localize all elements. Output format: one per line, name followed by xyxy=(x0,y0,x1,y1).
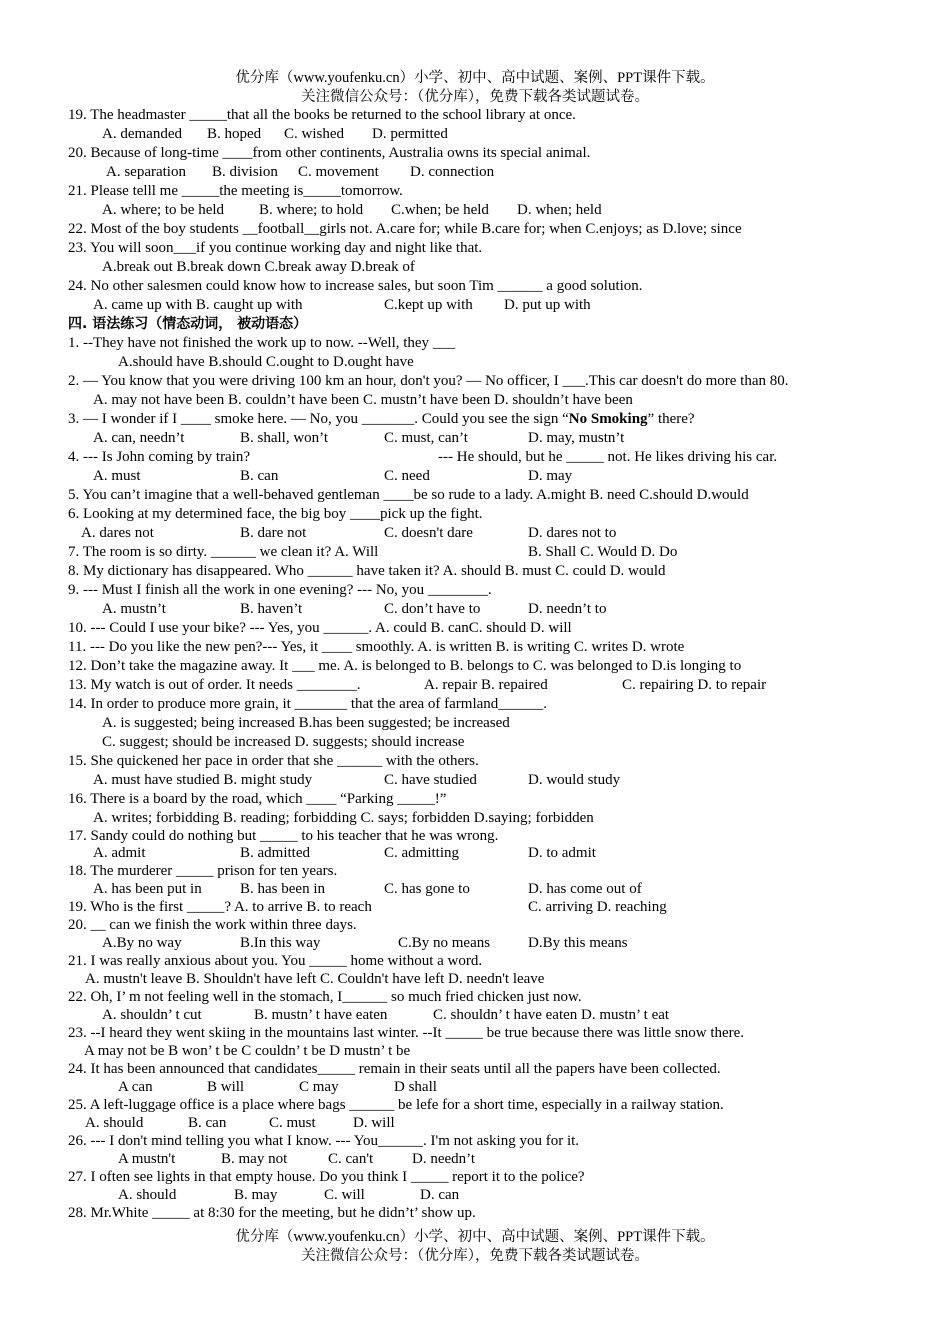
line-text: A. is suggested; being increased B.has been suggested; be increased xyxy=(102,715,510,731)
page-header xyxy=(0,69,950,107)
line-text: 5. You can’t imagine that a well-behaved gentleman ____be so rude to a lady. A.might B. need C.should D.would xyxy=(68,487,749,503)
question-line xyxy=(68,334,455,353)
line-text: 22. Oh, I’ m not feeling well in the stomach, I______ so much fried chicken just now. xyxy=(68,989,582,1005)
option-text: C. arriving D. reaching xyxy=(528,899,667,915)
question-line xyxy=(93,809,594,828)
option-text: D. permitted xyxy=(372,126,448,142)
page-footer xyxy=(0,1228,950,1266)
question-line xyxy=(68,1024,744,1043)
question-line xyxy=(68,657,741,676)
option-text: A. separation xyxy=(106,164,186,180)
line-text: 17. Sandy could do nothing but _____ to his teacher that he was wrong. xyxy=(68,828,499,844)
question-line xyxy=(68,1096,724,1115)
option-text: A. should xyxy=(118,1187,177,1203)
option-text: C.kept up with xyxy=(384,297,473,313)
line-text: ” there? xyxy=(647,411,695,427)
option-text: A mustn't xyxy=(118,1151,176,1167)
question-line xyxy=(68,1132,579,1151)
question-line xyxy=(68,277,643,296)
option-text: B. may not xyxy=(221,1151,288,1167)
question-line xyxy=(68,239,482,258)
line-text: 20. __ can we finish the work within three days. xyxy=(68,917,357,933)
option-text: B. dare not xyxy=(240,525,307,541)
line-text: 22. Most of the boy students __football__girls not. A.care for; while B.care for; when C.enjoys; as D.love; since xyxy=(68,221,742,237)
line-text: A. may not have been B. couldn’t have been C. mustn’t have been D. shouldn’t have been xyxy=(93,392,633,408)
question-line xyxy=(68,1204,476,1223)
line-text: No Smoking xyxy=(568,411,648,427)
option-text: A. dares not xyxy=(81,525,154,541)
question-line xyxy=(68,1060,721,1079)
line-text: 20. Because of long-time ____from other continents, Australia owns its special animal. xyxy=(68,145,591,161)
line-text: 2. — You know that you were driving 100 km an hour, don't you? — No officer, I ___.This car doesn't do more than 80. xyxy=(68,373,789,389)
question-line xyxy=(84,1042,410,1061)
option-text: B. shall, won’t xyxy=(240,430,329,446)
option-text: C. repairing D. to repair xyxy=(622,677,767,693)
question-line xyxy=(68,988,582,1007)
option-text: A. repair B. repaired xyxy=(424,677,548,693)
line-text: A. writes; forbidding B. reading; forbidding C. says; forbidden D.saying; forbidden xyxy=(93,810,594,826)
question-line xyxy=(68,182,403,201)
option-text: A. mustn’t xyxy=(102,601,166,617)
question-line xyxy=(68,638,684,657)
line-text: A.break out B.break down C.break away D.break of xyxy=(102,259,415,275)
line-text: 1. --They have not finished the work up to now. --Well, they ___ xyxy=(68,335,456,351)
line-text: 3. — I wonder if I ____ smoke here. — No, you _______. Could you see the sign “ xyxy=(68,411,569,427)
option-text: 13. My watch is out of order. It needs ________. xyxy=(68,677,361,693)
option-text: C. shouldn’ t have eaten D. mustn’ t eat xyxy=(433,1007,670,1023)
line-text: 21. I was really anxious about you. You _____ home without a word. xyxy=(68,953,483,969)
option-text: D. to admit xyxy=(528,845,596,861)
option-text: C. must xyxy=(269,1115,316,1131)
question-line xyxy=(68,486,749,505)
question-line xyxy=(85,970,544,989)
line-text: 9. --- Must I finish all the work in one evening? --- No, you ________. xyxy=(68,582,492,598)
question-line xyxy=(68,916,357,935)
line-text: 28. Mr.White _____ at 8:30 for the meeting, but he didn’t’ show up. xyxy=(68,1205,476,1221)
option-text: B. can xyxy=(188,1115,227,1131)
option-text: A. shouldn’ t cut xyxy=(102,1007,202,1023)
option-text: C. wished xyxy=(284,126,344,142)
line-text: 26. --- I don't mind telling you what I know. --- You______. I'm not asking you for it. xyxy=(68,1133,580,1149)
option-text: C. doesn't dare xyxy=(384,525,473,541)
footer-line-2: 关注微信公众号：（优分库），免费下载各类试题试卷。 xyxy=(301,1248,649,1264)
option-text: B. mustn’ t have eaten xyxy=(254,1007,388,1023)
option-text: D. may xyxy=(528,468,573,484)
line-text: 11. --- Do you like the new pen?--- Yes, it ____ smoothly. A. is written B. is writing C. writes D. wrote xyxy=(68,639,685,655)
header-line-2: 关注微信公众号：（优分库），免费下载各类试题试卷。 xyxy=(301,89,649,105)
option-text: B. may xyxy=(234,1187,278,1203)
option-text: D. would study xyxy=(528,772,621,788)
option-text: D. will xyxy=(353,1115,395,1131)
option-text: B. Shall C. Would D. Do xyxy=(528,544,678,560)
question-line xyxy=(68,1168,585,1187)
option-text: D. has come out of xyxy=(528,881,642,897)
option-text: C. can't xyxy=(328,1151,374,1167)
option-text: A.By no way xyxy=(102,935,182,951)
option-text: A. admit xyxy=(93,845,146,861)
question-line xyxy=(102,714,510,733)
option-text: B.In this way xyxy=(240,935,321,951)
option-text: C. will xyxy=(324,1187,365,1203)
question-line xyxy=(68,562,666,581)
option-text: A. demanded xyxy=(102,126,182,142)
option-text: B will xyxy=(207,1079,245,1095)
question-line xyxy=(68,790,446,809)
option-text: D.By this means xyxy=(528,935,628,951)
line-text: 10. --- Could I use your bike? --- Yes, you ______. A. could B. canC. should D. will xyxy=(68,620,572,636)
option-text: C.when; be held xyxy=(391,202,489,218)
line-text: 四. 语法练习（情态动词， 被动语态） xyxy=(68,316,308,332)
line-text: A.should have B.should C.ought to D.ought have xyxy=(118,354,414,370)
question-line xyxy=(68,581,492,600)
option-text: D. needn’t to xyxy=(528,601,607,617)
question-line xyxy=(68,410,695,429)
option-text: C. must, can’t xyxy=(384,430,468,446)
option-text: B. hoped xyxy=(207,126,262,142)
option-text: A. came up with B. caught up with xyxy=(93,297,303,313)
option-text: D. connection xyxy=(410,164,495,180)
option-text: 4. --- Is John coming by train? xyxy=(68,449,251,465)
line-text: 21. Please telll me _____the meeting is_____tomorrow. xyxy=(68,183,403,199)
option-text: C. has gone to xyxy=(384,881,470,897)
option-text: 19. Who is the first _____? A. to arrive B. to reach xyxy=(68,899,372,915)
question-line xyxy=(68,862,337,881)
question-line xyxy=(68,952,482,971)
line-text: 19. The headmaster _____that all the books be returned to the school library at once. xyxy=(68,107,576,123)
option-text: A can xyxy=(118,1079,153,1095)
option-text: B. division xyxy=(212,164,278,180)
line-text: 12. Don’t take the magazine away. It ___ me. A. is belonged to B. belongs to C. was belonged to D.is longing to xyxy=(68,658,742,674)
question-line xyxy=(93,391,633,410)
option-text: B. has been in xyxy=(240,881,325,897)
option-text: A. where; to be held xyxy=(102,202,225,218)
line-text: A. mustn't leave B. Shouldn't have left C. Couldn't have left D. needn't leave xyxy=(85,971,545,987)
option-text: B. where; to hold xyxy=(259,202,364,218)
question-line xyxy=(68,144,590,163)
line-text: 23. You will soon___if you continue working day and night like that. xyxy=(68,240,483,256)
line-text: 15. She quickened her pace in order that she ______ with the others. xyxy=(68,753,479,769)
line-text: 23. --I heard they went skiing in the mountains last winter. --It _____ be true because there was little snow there. xyxy=(68,1025,745,1041)
line-text: A may not be B won’ t be C couldn’ t be D mustn’ t be xyxy=(84,1043,411,1059)
footer-line-1: 优分库（www.youfenku.cn）小学、初中、高中试题、案例、PPT课件下载。 xyxy=(235,1229,715,1245)
line-text: 14. In order to produce more grain, it _______ that the area of farmland______. xyxy=(68,696,548,712)
option-text: C may xyxy=(299,1079,339,1095)
option-text: 7. The room is so dirty. ______ we clean it? A. Will xyxy=(68,544,379,560)
option-text: C. don’t have to xyxy=(384,601,481,617)
line-text: 24. It has been announced that candidates_____ remain in their seats until all the papers have been collected. xyxy=(68,1061,721,1077)
question-line xyxy=(102,258,415,277)
option-text: C. have studied xyxy=(384,772,477,788)
option-text: A. should xyxy=(85,1115,144,1131)
section-heading xyxy=(68,315,307,334)
header-line-1: 优分库（www.youfenku.cn）小学、初中、高中试题、案例、PPT课件下载。 xyxy=(235,70,715,86)
line-text: 25. A left-luggage office is a place where bags ______ be lefe for a short time, especially in a railway station. xyxy=(68,1097,724,1113)
option-text: A. must xyxy=(93,468,141,484)
option-text: A. has been put in xyxy=(93,881,202,897)
line-text: 18. The murderer _____ prison for ten years. xyxy=(68,863,338,879)
question-line xyxy=(68,695,547,714)
option-text: C. admitting xyxy=(384,845,459,861)
line-text: 27. I often see lights in that empty house. Do you think I _____ report it to the police? xyxy=(68,1169,585,1185)
option-text: B. admitted xyxy=(240,845,310,861)
option-text: A. must have studied B. might study xyxy=(93,772,313,788)
line-text: C. suggest; should be increased D. suggests; should increase xyxy=(102,734,465,750)
question-line xyxy=(102,733,464,752)
option-text: D. needn’t xyxy=(412,1151,476,1167)
question-line xyxy=(68,505,483,524)
line-text: 8. My dictionary has disappeared. Who ______ have taken it? A. should B. must C. could D. would xyxy=(68,563,666,579)
option-text: B. can xyxy=(240,468,279,484)
option-text: C. movement xyxy=(298,164,379,180)
question-line xyxy=(68,752,479,771)
question-line xyxy=(118,353,414,372)
question-line xyxy=(68,220,742,239)
question-line xyxy=(68,106,576,125)
option-text: B. haven’t xyxy=(240,601,303,617)
line-text: 6. Looking at my determined face, the big boy ____pick up the fight. xyxy=(68,506,483,522)
option-text: D. can xyxy=(420,1187,460,1203)
option-text: D. when; held xyxy=(517,202,602,218)
option-text: D. put up with xyxy=(504,297,591,313)
option-text: D. dares not to xyxy=(528,525,617,541)
question-line xyxy=(68,372,788,391)
question-line xyxy=(68,619,572,638)
option-text: C.By no means xyxy=(398,935,491,951)
option-text: D. may, mustn’t xyxy=(528,430,625,446)
option-text: D shall xyxy=(394,1079,437,1095)
line-text: 16. There is a board by the road, which ____ “Parking _____!” xyxy=(68,791,447,807)
option-text: A. can, needn’t xyxy=(93,430,185,446)
option-text: C. need xyxy=(384,468,430,484)
option-text: --- He should, but he _____ not. He likes driving his car. xyxy=(438,449,778,465)
line-text: 24. No other salesmen could know how to increase sales, but soon Tim ______ a good solution. xyxy=(68,278,643,294)
